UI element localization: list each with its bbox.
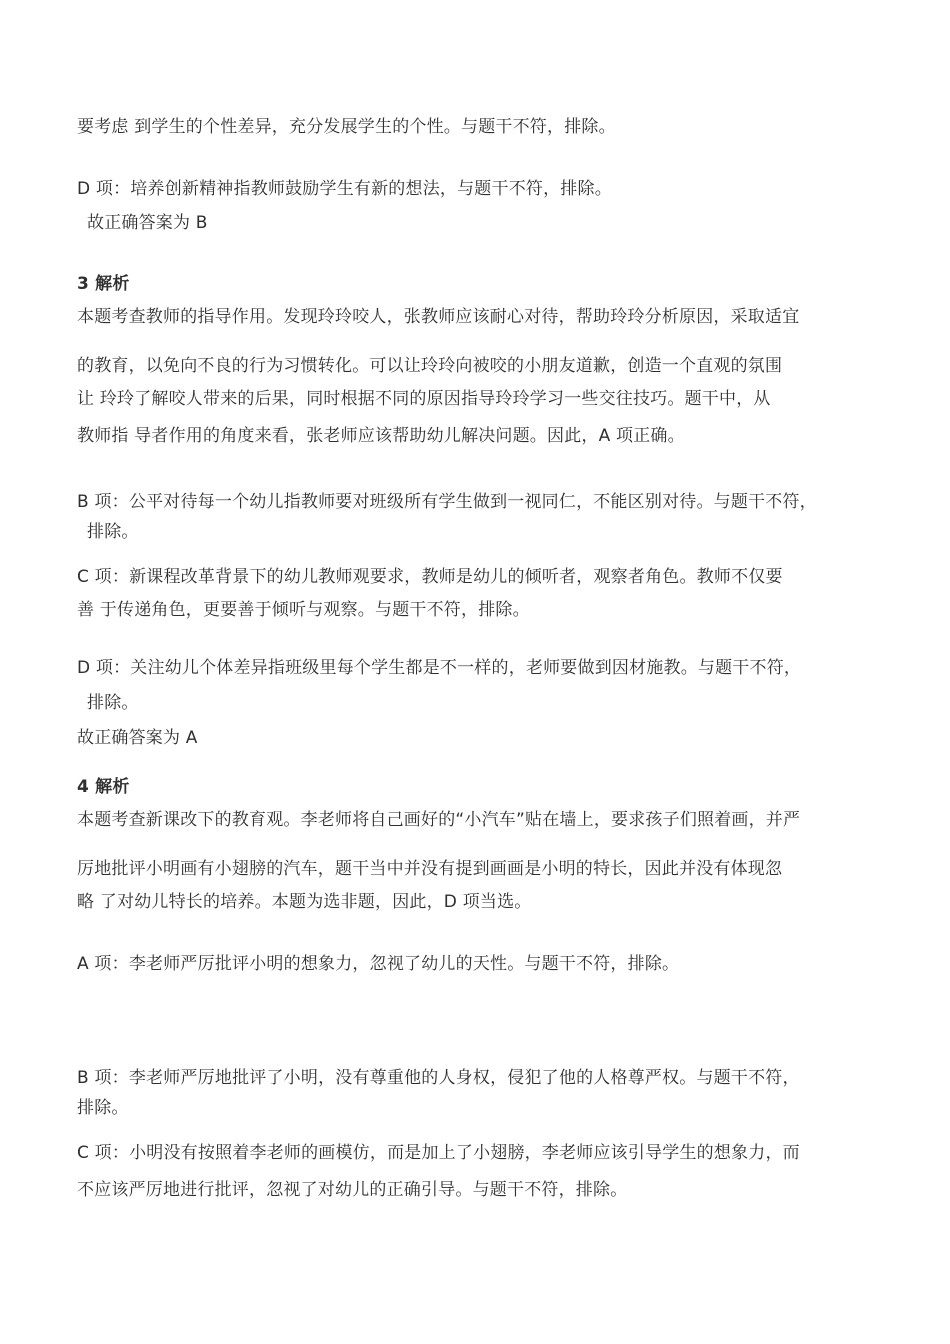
text-line: D 项：关注幼儿个体差异指班级里每个学生都是不一样的，老师要做到因材施教。与题干不符， <box>77 658 802 678</box>
section-heading: 4 解析 <box>77 777 130 797</box>
text-line: 排除。 <box>87 522 139 542</box>
text-line: A 项：李老师严厉批评小明的想象力，忽视了幼儿的天性。与题干不符，排除。 <box>77 954 680 974</box>
text-line: 教师指 导者作用的角度来看，张老师应该帮助幼儿解决问题。因此，A 项正确。 <box>77 426 685 446</box>
text-line: 让 玲玲了解咬人带来的后果，同时根据不同的原因指导玲玲学习一些交往技巧。题干中，从 <box>77 389 771 409</box>
text-line: 本题考查新课改下的教育观。李老师将自己画好的“小汽车”贴在墙上，要求孩子们照着画，并严 <box>77 810 801 830</box>
text-line: D 项：培养创新精神指教师鼓励学生有新的想法，与题干不符，排除。 <box>77 179 612 199</box>
text-line: 厉地批评小明画有小翅膀的汽车，题干当中并没有提到画画是小明的特长，因此并没有体现忽 <box>77 859 783 879</box>
text-line: 不应该严厉地进行批评，忽视了对幼儿的正确引导。与题干不符，排除。 <box>77 1180 628 1200</box>
text-line: 排除。 <box>77 1098 129 1118</box>
text-line: 排除。 <box>87 693 139 713</box>
text-line: 略 了对幼儿特长的培养。本题为选非题，因此，D 项当选。 <box>77 892 532 912</box>
answer-line: 故正确答案为 A <box>77 728 198 748</box>
text-line: C 项：新课程改革背景下的幼儿教师观要求，教师是幼儿的倾听者，观察者角色。教师不仅要 <box>77 567 783 587</box>
text-line: 善 于传递角色，更要善于倾听与观察。与题干不符，排除。 <box>77 600 530 620</box>
text-line: C 项：小明没有按照着李老师的画模仿，而是加上了小翅膀，李老师应该引导学生的想象力，而 <box>77 1143 800 1163</box>
text-line: B 项：李老师严厉地批评了小明，没有尊重他的人身权，侵犯了他的人格尊严权。与题干不符， <box>77 1068 800 1088</box>
section-heading: 3 解析 <box>77 274 130 294</box>
text-line: 的教育，以免向不良的行为习惯转化。可以让玲玲向被咬的小朋友道歉，创造一个直观的氛围 <box>77 356 783 376</box>
text-line: 本题考查教师的指导作用。发现玲玲咬人，张教师应该耐心对待，帮助玲玲分析原因，采取适宜 <box>77 307 800 327</box>
answer-line: 故正确答案为 B <box>87 213 208 233</box>
text-line: 要考虑 到学生的个性差异，充分发展学生的个性。与题干不符，排除。 <box>77 117 616 137</box>
text-line: B 项：公平对待每一个幼儿指教师要对班级所有学生做到一视同仁，不能区别对待。与题干不符， <box>77 492 817 512</box>
